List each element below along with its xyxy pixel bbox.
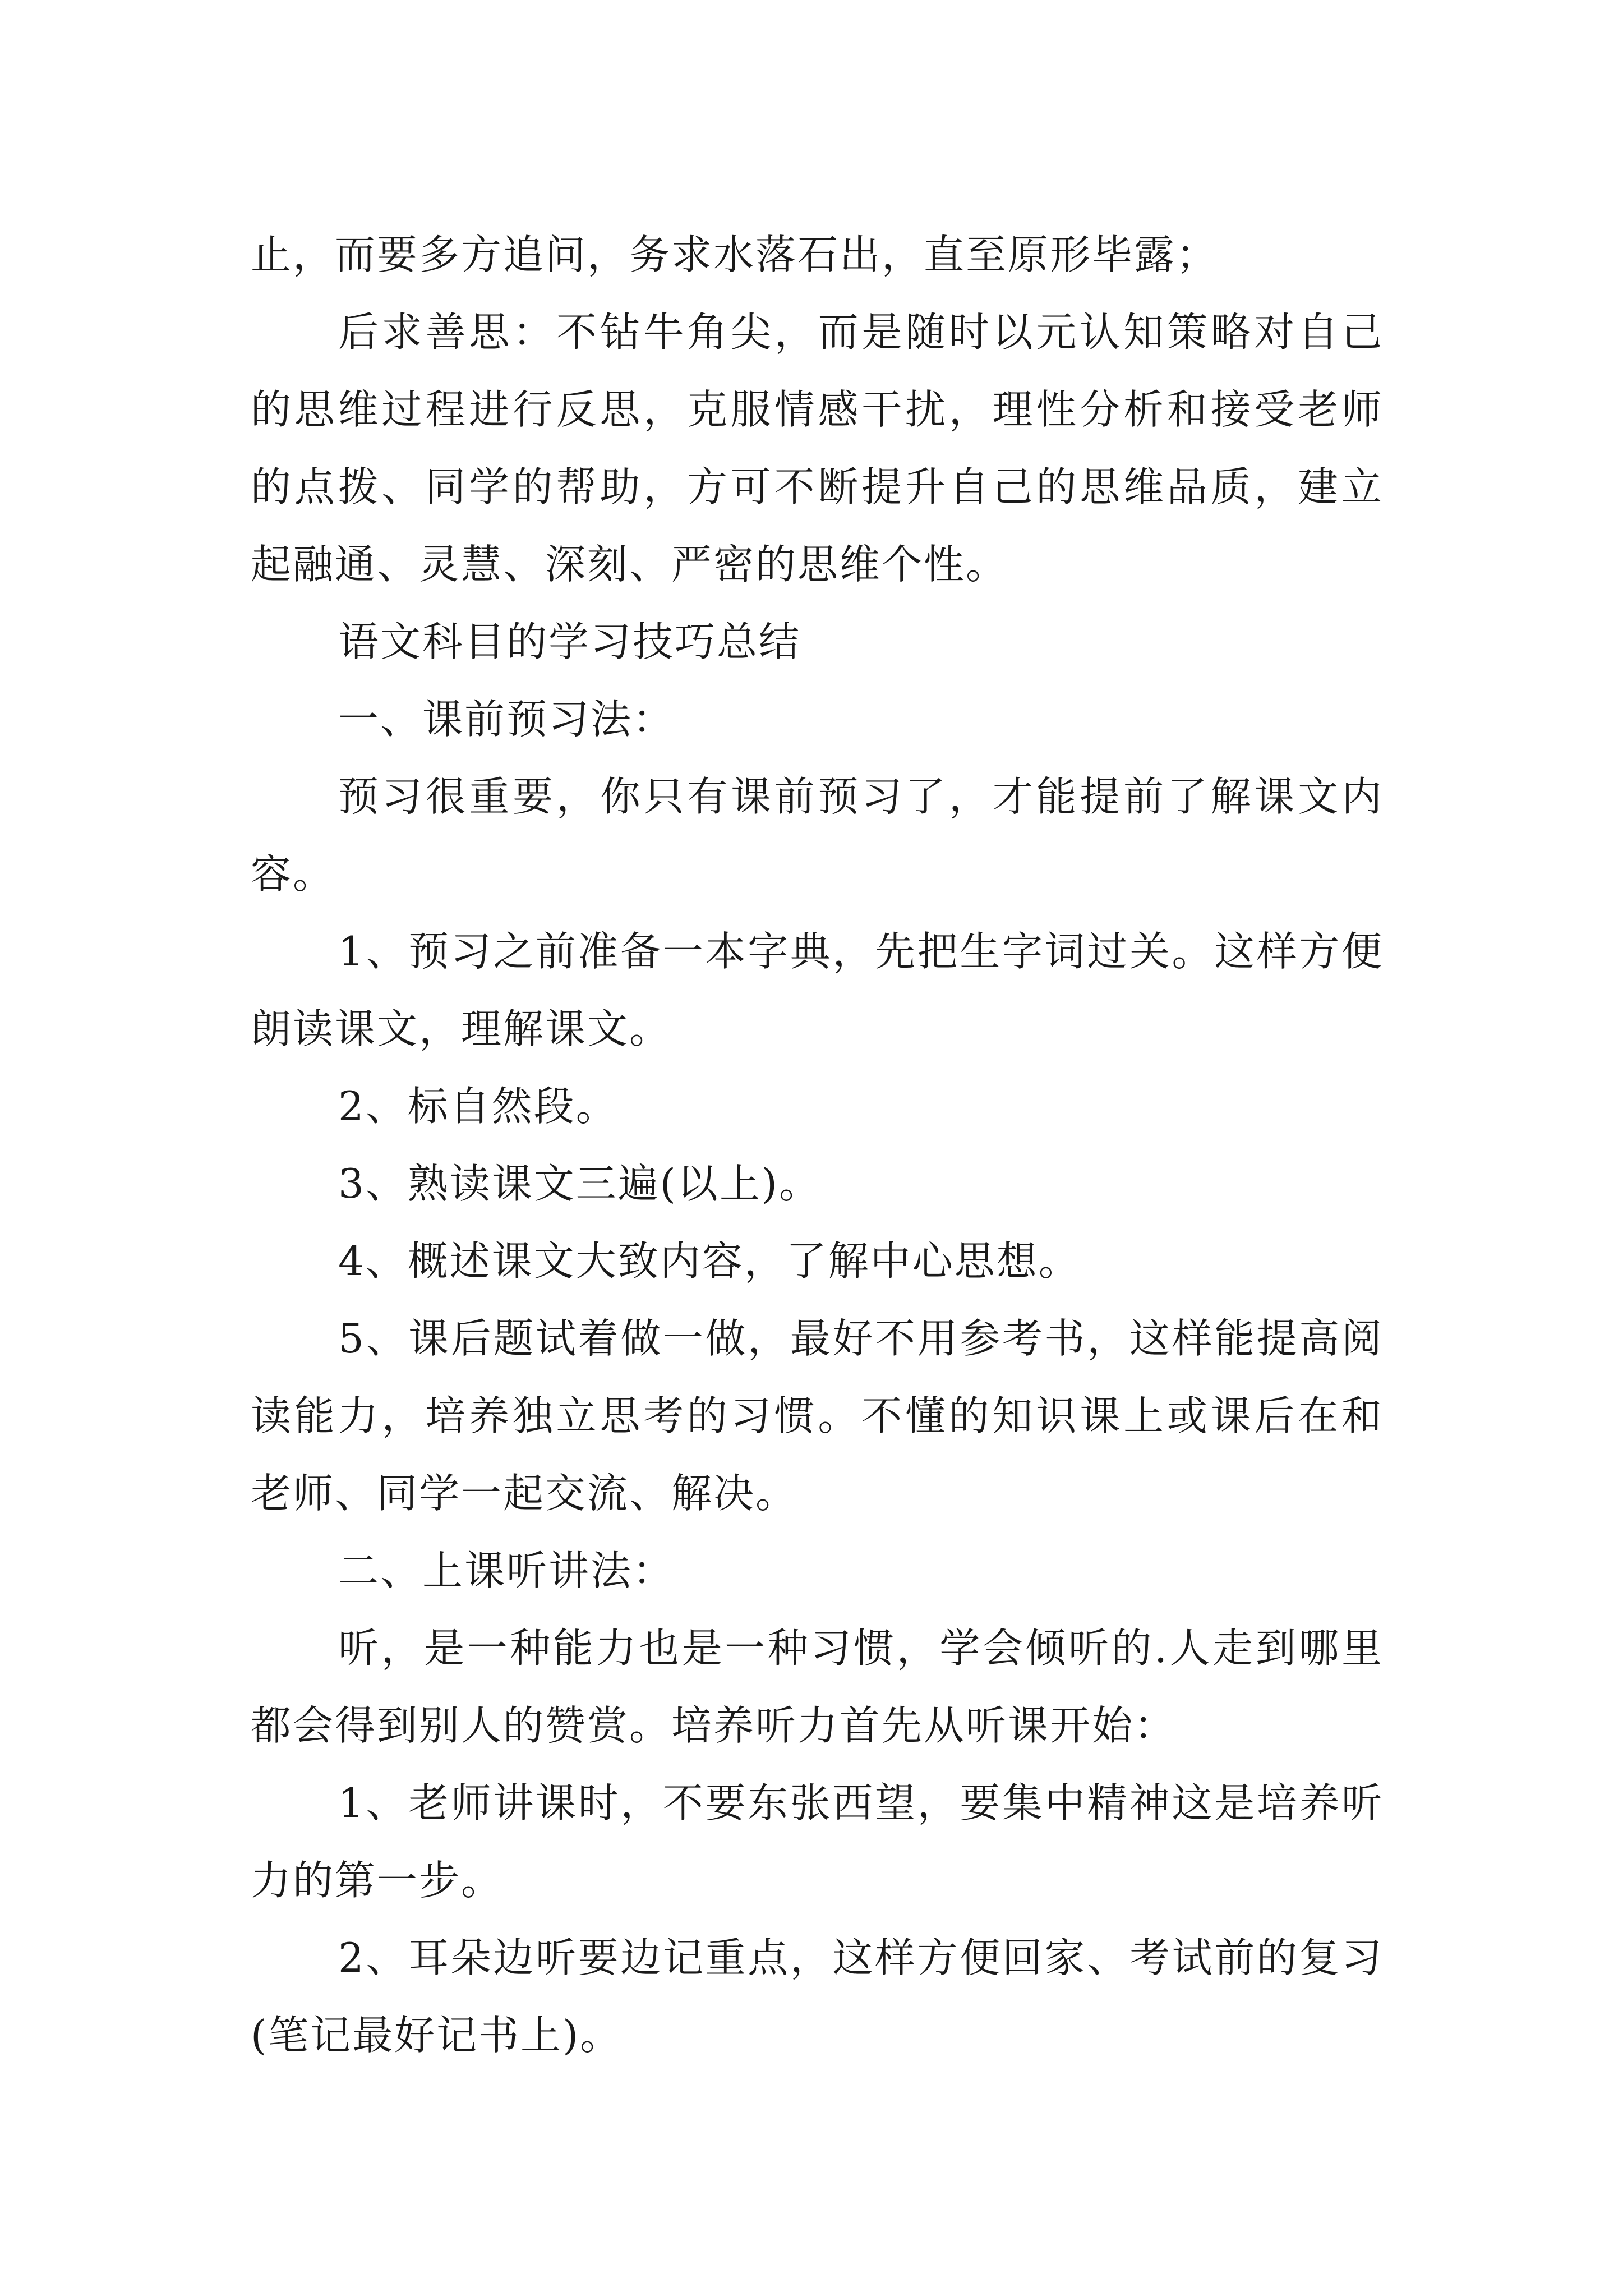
list-item-1: 1、预习之前准备一本字典，先把生字词过关。这样方便朗读课文，理解课文。 bbox=[251, 928, 1384, 1052]
document-body bbox=[251, 216, 1384, 2074]
paragraph-1: 止，而要多方追问，务求水落石出，直至原形毕露； bbox=[251, 231, 1219, 278]
subheading-listening-method: 二、上课听讲法： bbox=[338, 1547, 675, 1594]
paragraph-5: 预习很重要，你只有课前预习了，才能提前了解课文内容。 bbox=[251, 773, 1384, 898]
list-item-5: 5、课后题试着做一做，最好不用参考书，这样能提高阅读能力，培养独立思考的习惯。不懂的知识课上或课后在和老师、同学一起交流、解决。 bbox=[251, 1315, 1384, 1517]
list-item-4: 4、概述课文大致内容，了解中心思想。 bbox=[338, 1237, 1081, 1285]
listening-item-1: 1、老师讲课时，不要东张西望，要集中精神这是培养听力的第一步。 bbox=[251, 1779, 1384, 1904]
paragraph-2: 后求善思：不钻牛角尖，而是随时以元认知策略对自己的思维过程进行反思，克服情感干扰，理性分析和接受老师的点拨、同学的帮助，方可不断提升自己的思维品质，建立起融通、灵慧、深刻、严密的思维个性。 bbox=[251, 309, 1384, 588]
list-item-3: 3、熟读课文三遍(以上)。 bbox=[338, 1160, 821, 1207]
listening-item-2: 2、耳朵边听要边记重点，这样方便回家、考试前的复习(笔记最好记书上)。 bbox=[251, 1934, 1384, 2059]
paragraph-12: 听，是一种能力也是一种习惯，学会倾听的.人走到哪里都会得到别人的赞赏。培养听力首先从听课开始： bbox=[251, 1625, 1384, 1749]
section-heading: 语文科目的学习技巧总结 bbox=[338, 618, 801, 665]
list-item-2: 2、标自然段。 bbox=[338, 1083, 618, 1130]
subheading-preview-method: 一、课前预习法： bbox=[338, 696, 675, 743]
